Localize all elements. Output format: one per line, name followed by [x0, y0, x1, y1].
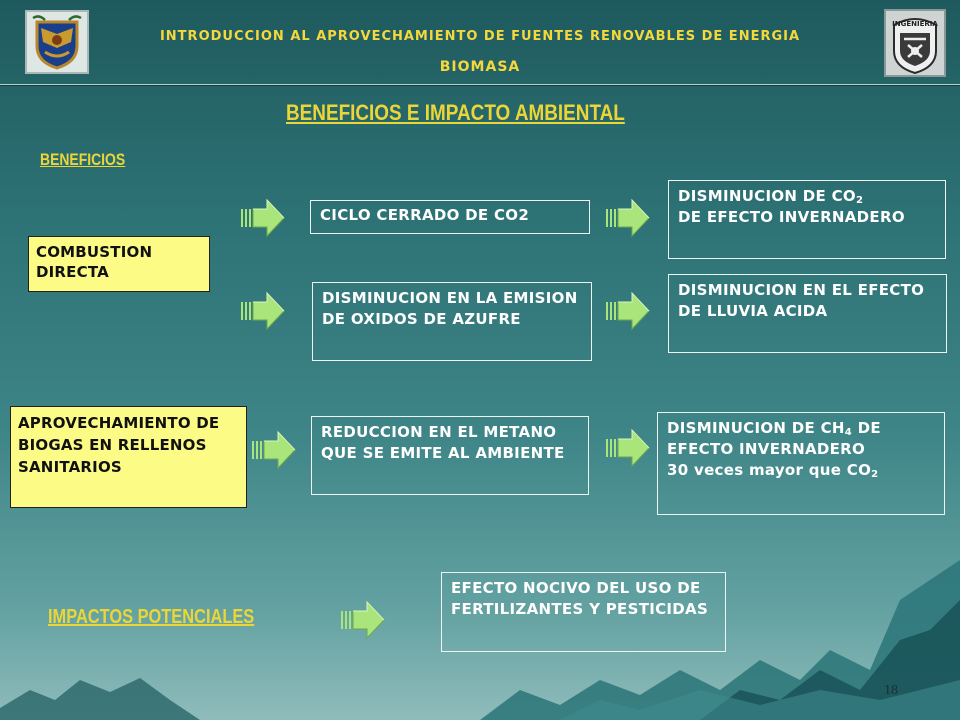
arrow-right-icon [240, 291, 286, 331]
ch4-result-text: DISMINUCION DE CH [667, 419, 845, 437]
topic-title: BIOMASA [439, 59, 521, 75]
co2-result-text: DISMINUCION DE CO [678, 187, 856, 205]
impacts-label: IMPACTOS POTENCIALES [48, 606, 255, 628]
sulfur-box [312, 282, 592, 361]
arrow-right-icon [605, 291, 651, 331]
ch4-result-box [657, 412, 945, 515]
benefits-label: BENEFICIOS [40, 150, 126, 169]
page-number: 18 [884, 683, 898, 698]
methane-text: REDUCCION EN EL METANO QUE SE EMITE AL AMBIENTE [321, 423, 565, 462]
impact-text: EFECTO NOCIVO DEL USO DE FERTILIZANTES Y PESTICIDAS [451, 579, 709, 618]
sulfur-text: DISMINUCION EN LA EMISION DE OXIDOS DE AZUFRE [322, 289, 578, 328]
combustion-text: COMBUSTION DIRECTA [36, 243, 153, 281]
mountains-decoration [0, 540, 960, 720]
arrow-right-icon [240, 198, 286, 238]
acid-rain-box [668, 274, 947, 353]
closed-cycle-box [310, 200, 590, 234]
header-divider [0, 84, 960, 86]
page-title: BENEFICIOS E IMPACTO AMBIENTAL [286, 100, 625, 125]
methane-box [311, 416, 589, 495]
ingenieria-logo-text: INGENIERIA [892, 20, 938, 28]
co2-result-text-2: DE EFECTO INVERNADERO [678, 208, 905, 226]
co2-subscript: 2 [855, 195, 864, 206]
biogas-box [10, 406, 247, 508]
arrow-right-icon [605, 428, 651, 468]
ch4-result-text-3: 30 veces mayor que CO [667, 461, 872, 479]
arrow-right-icon [605, 198, 651, 238]
co2-subscript-2: 2 [871, 469, 879, 480]
co2-result-box [668, 180, 946, 259]
arrow-right-icon [251, 430, 297, 470]
closed-cycle-text: CICLO CERRADO DE CO2 [320, 206, 530, 224]
course-title: INTRODUCCION AL APROVECHAMIENTO DE FUENTES RENOVABLES DE ENERGIA [159, 29, 801, 44]
ch4-result-text-2: DE EFECTO INVERNADERO [667, 419, 881, 458]
combustion-box [28, 236, 210, 292]
ch4-subscript: 4 [844, 427, 853, 438]
biogas-text: APROVECHAMIENTO DE BIOGAS EN RELLENOS SANITARIOS [18, 414, 220, 476]
acid-rain-text: DISMINUCION EN EL EFECTO DE LLUVIA ACIDA [678, 281, 925, 320]
